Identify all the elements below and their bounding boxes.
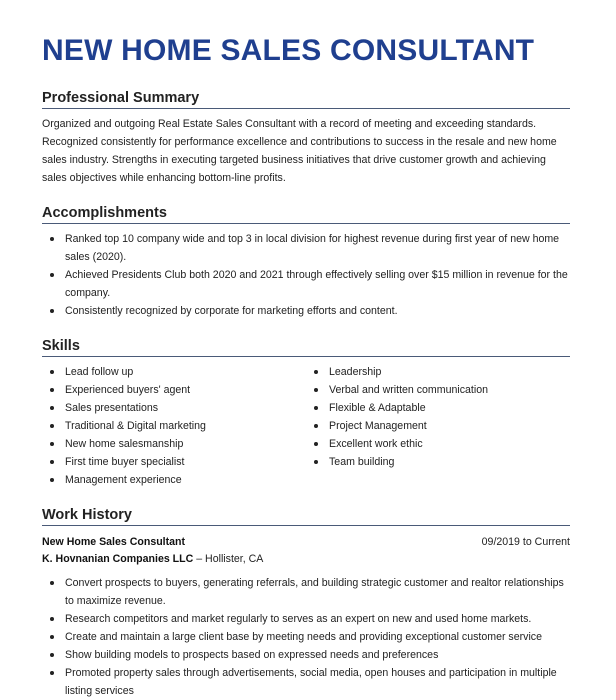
accomplishments-list [42, 230, 570, 320]
list-item: Promoted property sales through advertisements, social media, open houses and participation in multiple listing services [42, 664, 570, 700]
job-company: K. Hovnanian Companies LLC [42, 553, 194, 565]
list-item: Lead follow up [42, 363, 306, 381]
skills-list-right [306, 363, 570, 471]
job-title: New Home Sales Consultant [42, 536, 186, 548]
list-item: Create and maintain a large client base by meeting needs and providing exceptional customer service [42, 628, 570, 646]
list-item: Leadership [306, 363, 570, 381]
work-history-heading: Work History [42, 507, 570, 526]
skills-heading: Skills [42, 338, 570, 357]
accomplishments-section [42, 205, 570, 320]
list-item: First time buyer specialist [42, 453, 306, 471]
list-item: Excellent work ethic [306, 435, 570, 453]
skills-section [42, 338, 570, 489]
job-header [42, 534, 570, 551]
list-item: Research competitors and market regularly to serves as an expert on new and used home markets. [42, 610, 570, 628]
list-item: Consistently recognized by corporate for marketing efforts and content. [42, 302, 570, 320]
list-item: Sales presentations [42, 399, 306, 417]
summary-heading: Professional Summary [42, 90, 570, 109]
list-item: Achieved Presidents Club both 2020 and 2021 through effectively selling over $15 million in revenue for the company. [42, 266, 570, 302]
list-item: Management experience [42, 471, 306, 489]
resume-name: NEW HOME SALES CONSULTANT [42, 34, 535, 67]
summary-text: Organized and outgoing Real Estate Sales Consultant with a record of meeting and exceeding standards. Recognized consistently for performance excellence and contributions to success in the resale and new home sales industry. Strengths in executing targeted business initiatives that drive customer growth and achieving sales objectives while enhancing bottom-line profits. [42, 118, 557, 184]
list-item: Traditional & Digital marketing [42, 417, 306, 435]
job-company-line [42, 551, 570, 568]
list-item: Flexible & Adaptable [306, 399, 570, 417]
list-item: Convert prospects to buyers, generating referrals, and building strategic customer and realtor relationships to maximize revenue. [42, 574, 570, 610]
skills-list-left [42, 363, 306, 489]
list-item: New home salesmanship [42, 435, 306, 453]
accomplishments-heading: Accomplishments [42, 205, 570, 224]
job-dates: 09/2019 to Current [481, 536, 570, 548]
list-item: Show building models to prospects based on expressed needs and preferences [42, 646, 570, 664]
job-location: – Hollister, CA [193, 553, 264, 565]
list-item: Ranked top 10 company wide and top 3 in local division for highest revenue during first year of new home sales (2020). [42, 230, 570, 266]
skills-column-left [42, 363, 306, 489]
list-item: Team building [306, 453, 570, 471]
list-item: Experienced buyers' agent [42, 381, 306, 399]
skills-columns [42, 363, 570, 489]
work-history-section [42, 507, 570, 700]
summary-section [42, 90, 570, 187]
list-item: Verbal and written communication [306, 381, 570, 399]
skills-column-right [306, 363, 570, 489]
job-duties-list [42, 574, 570, 700]
list-item: Project Management [306, 417, 570, 435]
